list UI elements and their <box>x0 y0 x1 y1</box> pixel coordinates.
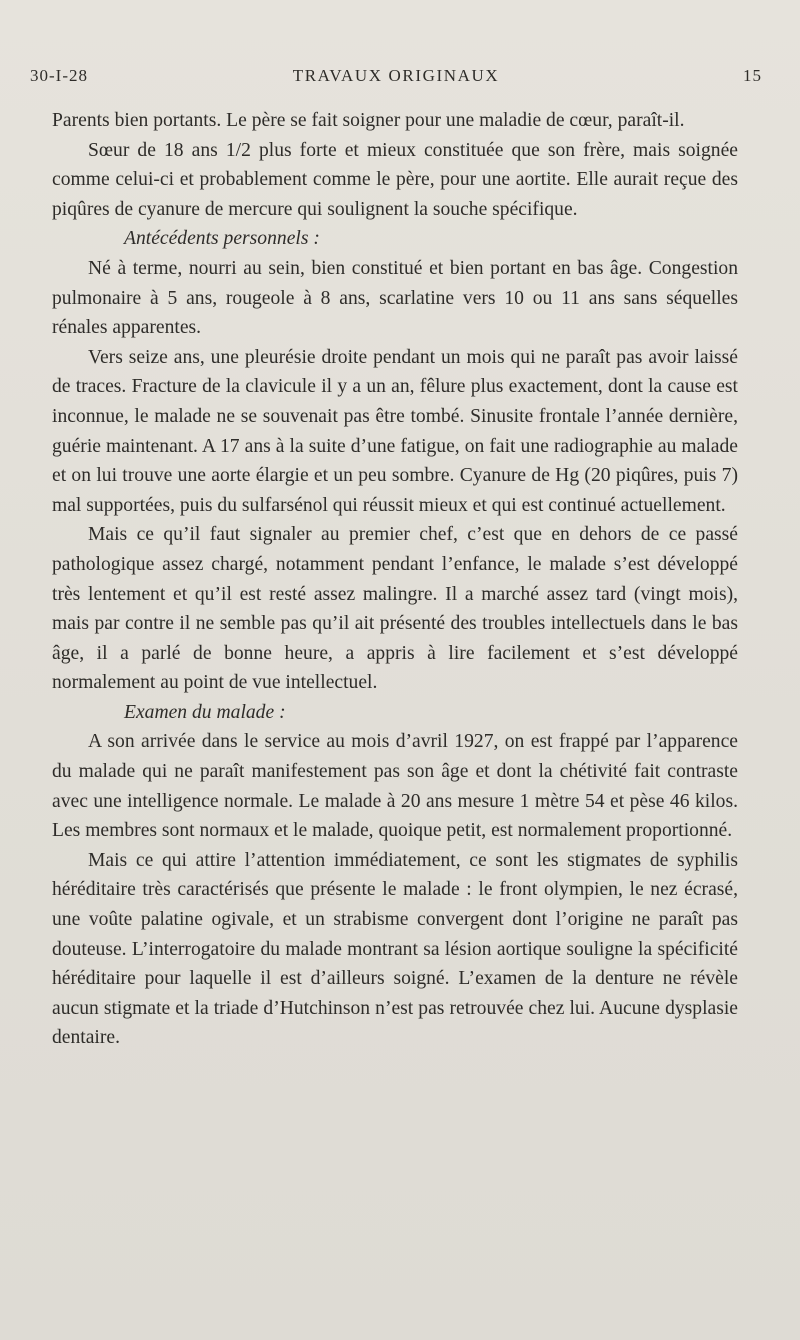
paragraph-ne-a-terme: Né à terme, nourri au sein, bien constitué et bien portant en bas âge. Congestion pulmonaire à 5 ans, rougeole à 8 ans, scarlatine vers 10 ou 11 ans sans séquelles rénales apparentes. <box>52 257 738 339</box>
article-body <box>52 106 738 1053</box>
paragraph-parents: Parents bien portants. Le père se fait soigner pour une maladie de cœur, paraît-il. <box>52 110 685 131</box>
header-journal-title: TRAVAUX ORIGINAUX <box>292 66 500 85</box>
running-header <box>30 66 762 94</box>
paragraph-stigmates: Mais ce qui attire l’attention immédiatement, ce sont les stigmates de syphilis héréditaire très caractérisés que présente le malade : le front olympien, le nez écrasé, une voûte palatine ogivale, et un strabisme convergent dont l’origine ne paraît pas douteuse. L’interrogatoire du malade montrant sa lésion aortique souligne la spécificité héréditaire pour laquelle il est d’ailleurs soigné. L’examen de la denture ne révèle aucun stigmate et la triade d’Hutchinson n’est pas retrouvée chez lui. Aucune dysplasie dentaire. <box>52 849 738 1049</box>
header-date: 30-I-28 <box>30 66 88 85</box>
paragraph-vers-seize-ans: Vers seize ans, une pleurésie droite pendant un mois qui ne paraît pas avoir laissé de traces. Fracture de la clavicule il y a un an, fêlure plus exactement, dont la cause est inconnue, le malade ne se souvenait pas être tombé. Sinusite frontale l’année dernière, guérie maintenant. A 17 ans à la suite d’une fatigue, on fait une radiographie au malade et on lui trouve une aorte élargie et un peu sombre. Cyanure de Hg (20 piqûres, puis 7) mal supportées, puis du sulfarsénol qui réussit mieux et qui est continué actuellement. <box>52 346 738 516</box>
paragraph-arrivee: A son arrivée dans le service au mois d’avril 1927, on est frappé par l’apparence du malade qui ne paraît manifestement pas son âge et dont la chétivité fait contraste avec une intelligence normale. Le malade à 20 ans mesure 1 mètre 54 et pèse 46 kilos. Les membres sont normaux et le malade, quoique petit, est normalement proportionné. <box>52 731 738 842</box>
paragraph-premier-chef: Mais ce qu’il faut signaler au premier chef, c’est que en dehors de ce passé pathologique assez chargé, notamment pendant l’enfance, le malade s’est développé très lentement et qu’il est resté assez malingre. Il a marché assez tard (vingt mois), mais par contre il ne semble pas qu’il ait présenté des troubles intellectuels dans le bas âge, il a parlé de bonne heure, a appris à lire facilement et s’est développé normalement au point de vue intellectuel. <box>52 524 738 694</box>
header-page-number: 15 <box>743 66 762 85</box>
paragraph-soeur: Sœur de 18 ans 1/2 plus forte et mieux constituée que son frère, mais soignée comme celui-ci et probablement comme le père, pour une aortite. Elle aurait reçue des piqûres de cyanure de mercure qui soulignent la souche spécifique. <box>52 139 738 220</box>
section-heading-examen: Examen du malade : <box>124 701 286 723</box>
section-heading-antecedents: Antécédents personnels : <box>124 228 320 250</box>
